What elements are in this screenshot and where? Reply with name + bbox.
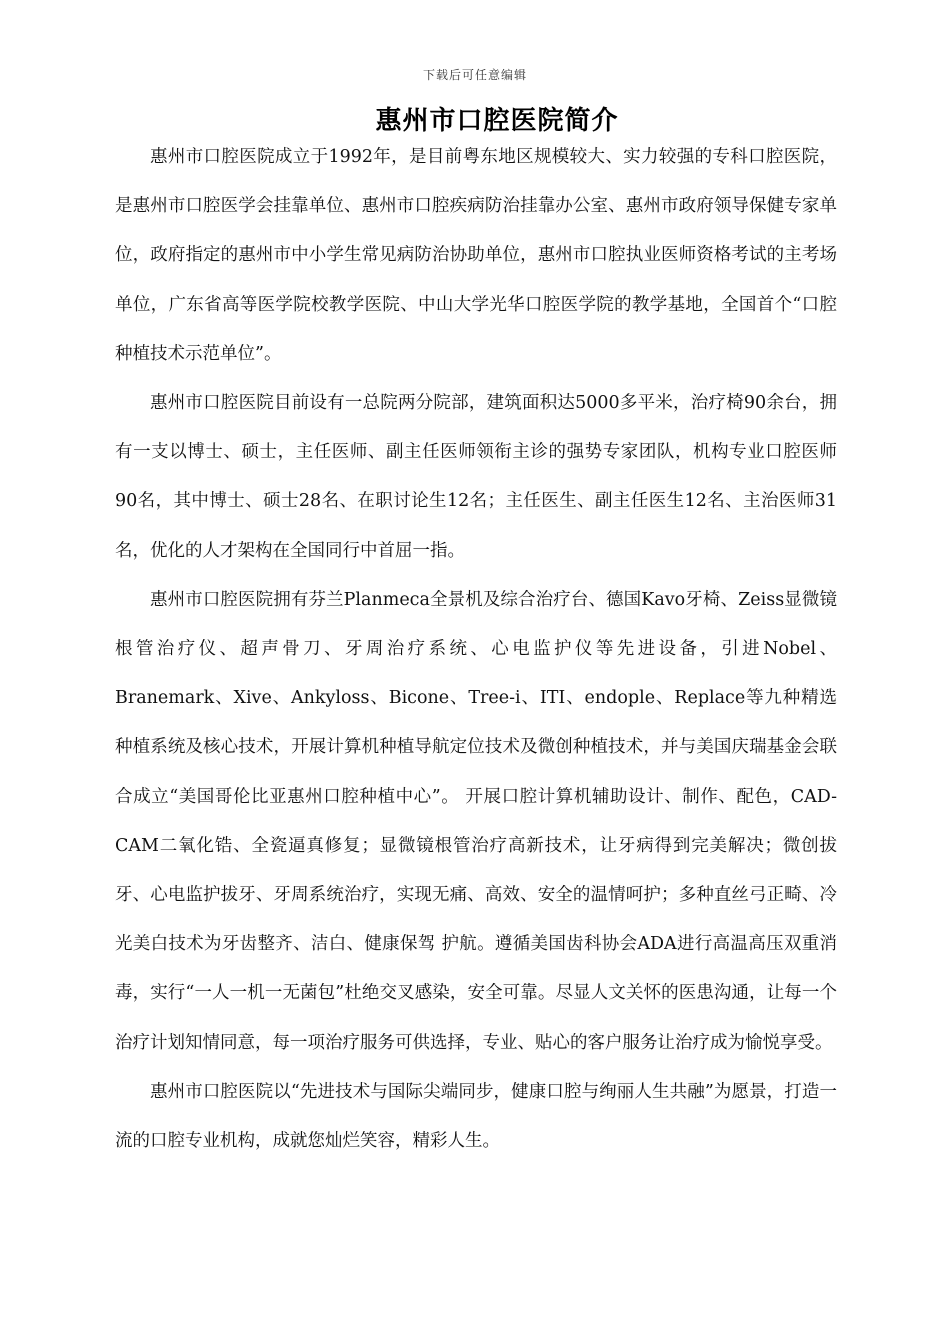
- document-title: 惠州市口腔医院简介: [375, 106, 619, 136]
- paragraph-vision: 惠州市口腔医院以“先进技术与国际尖端同步，健康口腔与绚丽人生共融”为愿景，打造一流的口腔专业机构，成就您灿烂笑容，精彩人生。: [115, 1081, 837, 1152]
- paragraph-equipment-technology: 惠州市口腔医院拥有芬兰Planmeca全景机及综合治疗台、德国Kavo牙椅、Zeiss显微镜根管治疗仪、超声骨刀、牙周治疗系统、心电监护仪等先进设备，引进Nobel、Branemark、Xive、Ankyloss、Bicone、Tree-i、ITI、endople、Replace等九种精选种植系统及核心技术，开展计算机种植导航定位技术及微创种植技术，并与美国庆瑞基金会联合成立“美国哥伦比亚惠州口腔种植中心”。 开展口腔计算机辅助设计、制作、配色，CAD-CAM二氧化锆、全瓷逼真修复；显微镜根管治疗高新技术，让牙病得到完美解决；微创拔牙、心电监护拔牙、牙周系统治疗，实现无痛、高效、安全的温情呵护；多种直丝弓正畸、冷光美白技术为牙齿整齐、洁白、健康保驾 护航。遵循美国齿科协会ADA进行高温高压双重消毒，实行“一人一机一无菌包”杜绝交叉感染，安全可靠。尽显人文关怀的医患沟通，让每一个治疗计划知情同意，每一项治疗服务可供选择，专业、贴心的客户服务让治疗成为愉悦享受。: [115, 589, 837, 1053]
- paragraph-introduction: 惠州市口腔医院成立于1992年，是目前粤东地区规模较大、实力较强的专科口腔医院，是惠州市口腔医学会挂靠单位、惠州市口腔疾病防治挂靠办公室、惠州市政府领导保健专家单位，政府指定的惠州市中小学生常见病防治协助单位，惠州市口腔执业医师资格考试的主考场单位，广东省高等医学院校教学医院、中山大学光华口腔医学院的教学基地，全国首个“口腔种植技术示范单位”。: [115, 147, 837, 364]
- document-body: [115, 133, 837, 1166]
- paragraph-facilities-staff: 惠州市口腔医院目前设有一总院两分院部，建筑面积达5000多平米，治疗椅90余台，拥有一支以博士、硕士，主任医师、副主任医师领衔主诊的强势专家团队，机构专业口腔医师90名，其中博士、硕士28名、在职讨论生12名；主任医生、副主任医生12名、主治医师31名，优化的人才架构在全国同行中首屈一指。: [115, 393, 837, 561]
- header-note: 下载后可任意编辑: [422, 68, 527, 82]
